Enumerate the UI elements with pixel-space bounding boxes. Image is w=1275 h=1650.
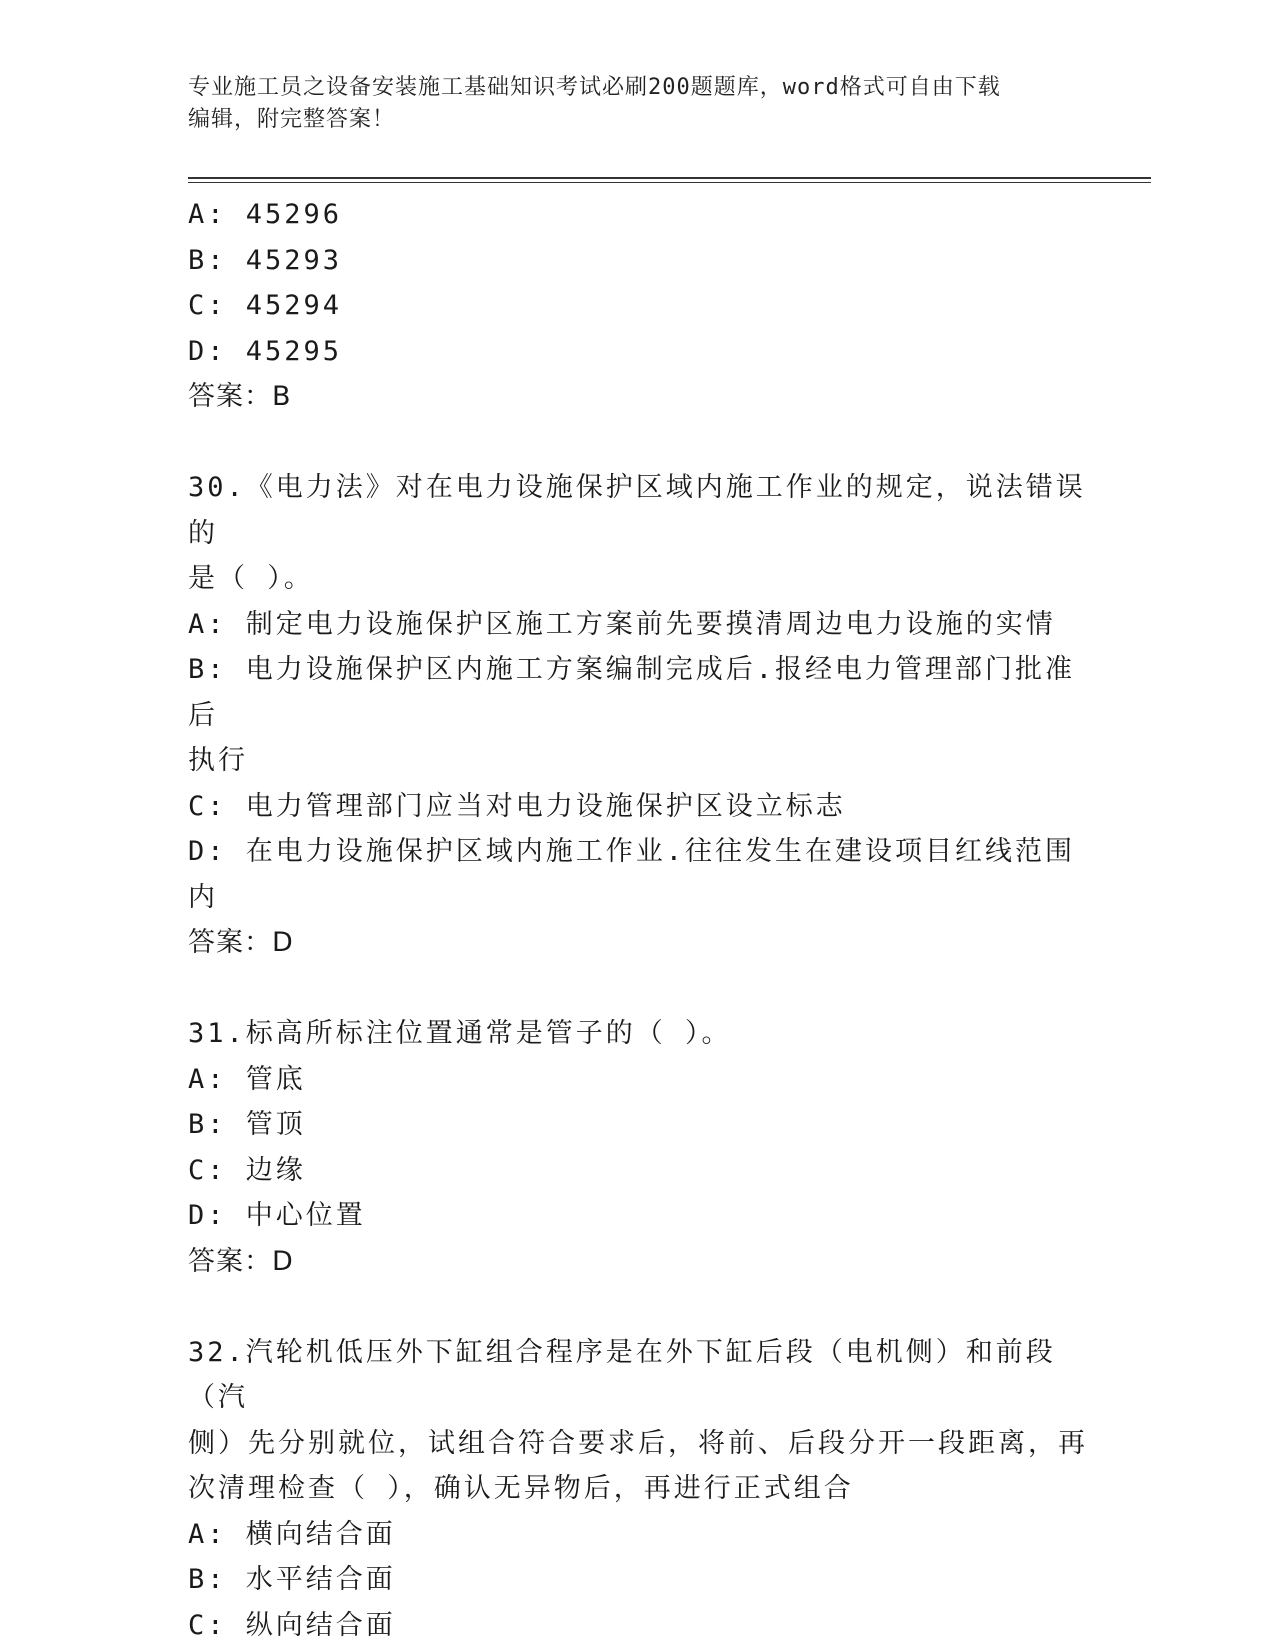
option-b: B: 45293: [188, 244, 343, 276]
question-30: [188, 465, 1088, 966]
question-31: [188, 1011, 1088, 1284]
header-line-1: 专业施工员之设备安装施工基础知识考试必刷200题题库，word格式可自由下载: [188, 75, 1001, 100]
option-c: C: 边缘: [188, 1154, 306, 1186]
question-stem-cont: 是（ ）。: [188, 563, 314, 594]
option-d: D: 在电力设施保护区域内施工作业.往往发生在建设项目红线范围内: [188, 836, 1076, 913]
option-d: D: 45295: [188, 335, 343, 367]
option-b: B: 管顶: [188, 1109, 306, 1140]
option-b: B: 水平结合面: [188, 1564, 396, 1595]
question-stem: 32.汽轮机低压外下缸组合程序是在外下缸后段（电机侧）和前段（汽: [188, 1336, 1056, 1413]
answer: 答案：D: [188, 927, 294, 958]
spacer: [188, 966, 1088, 1012]
option-c: C: 纵向结合面: [188, 1609, 396, 1641]
question-29: [188, 192, 1088, 420]
header-line-2: 编辑，附完整答案！: [188, 107, 396, 132]
question-stem: 30.《电力法》对在电力设施保护区域内施工作业的规定，说法错误的: [188, 472, 1086, 549]
option-a: A: 制定电力设施保护区施工方案前先要摸清周边电力设施的实情: [188, 608, 1056, 640]
option-b: B: 电力设施保护区内施工方案编制完成后.报经电力管理部门批准后: [188, 654, 1076, 731]
answer: 答案：B: [188, 381, 292, 412]
option-c: C: 45294: [188, 290, 343, 321]
header-rule-thick: [188, 177, 1151, 179]
option-a: A: 横向结合面: [188, 1518, 396, 1550]
question-32: [188, 1330, 1088, 1649]
option-b-cont: 执行: [188, 745, 248, 776]
option-c: C: 电力管理部门应当对电力设施保护区设立标志: [188, 790, 846, 822]
option-d: D: 中心位置: [188, 1200, 366, 1231]
header-rule-thin: [188, 182, 1151, 183]
document-header: [188, 72, 1068, 136]
question-stem-cont: 次清理检查（ ），确认无异物后，再进行正式组合: [188, 1473, 854, 1504]
spacer: [188, 420, 1088, 466]
option-a: A: 管底: [188, 1063, 306, 1095]
spacer: [188, 1284, 1088, 1330]
question-list: [188, 192, 1088, 1648]
answer: 答案：D: [188, 1245, 294, 1277]
option-a: A: 45296: [188, 199, 343, 230]
question-stem-cont: 侧）先分别就位，试组合符合要求后，将前、后段分开一段距离，再: [188, 1427, 1088, 1459]
question-stem: 31.标高所标注位置通常是管子的（ ）。: [188, 1018, 732, 1049]
